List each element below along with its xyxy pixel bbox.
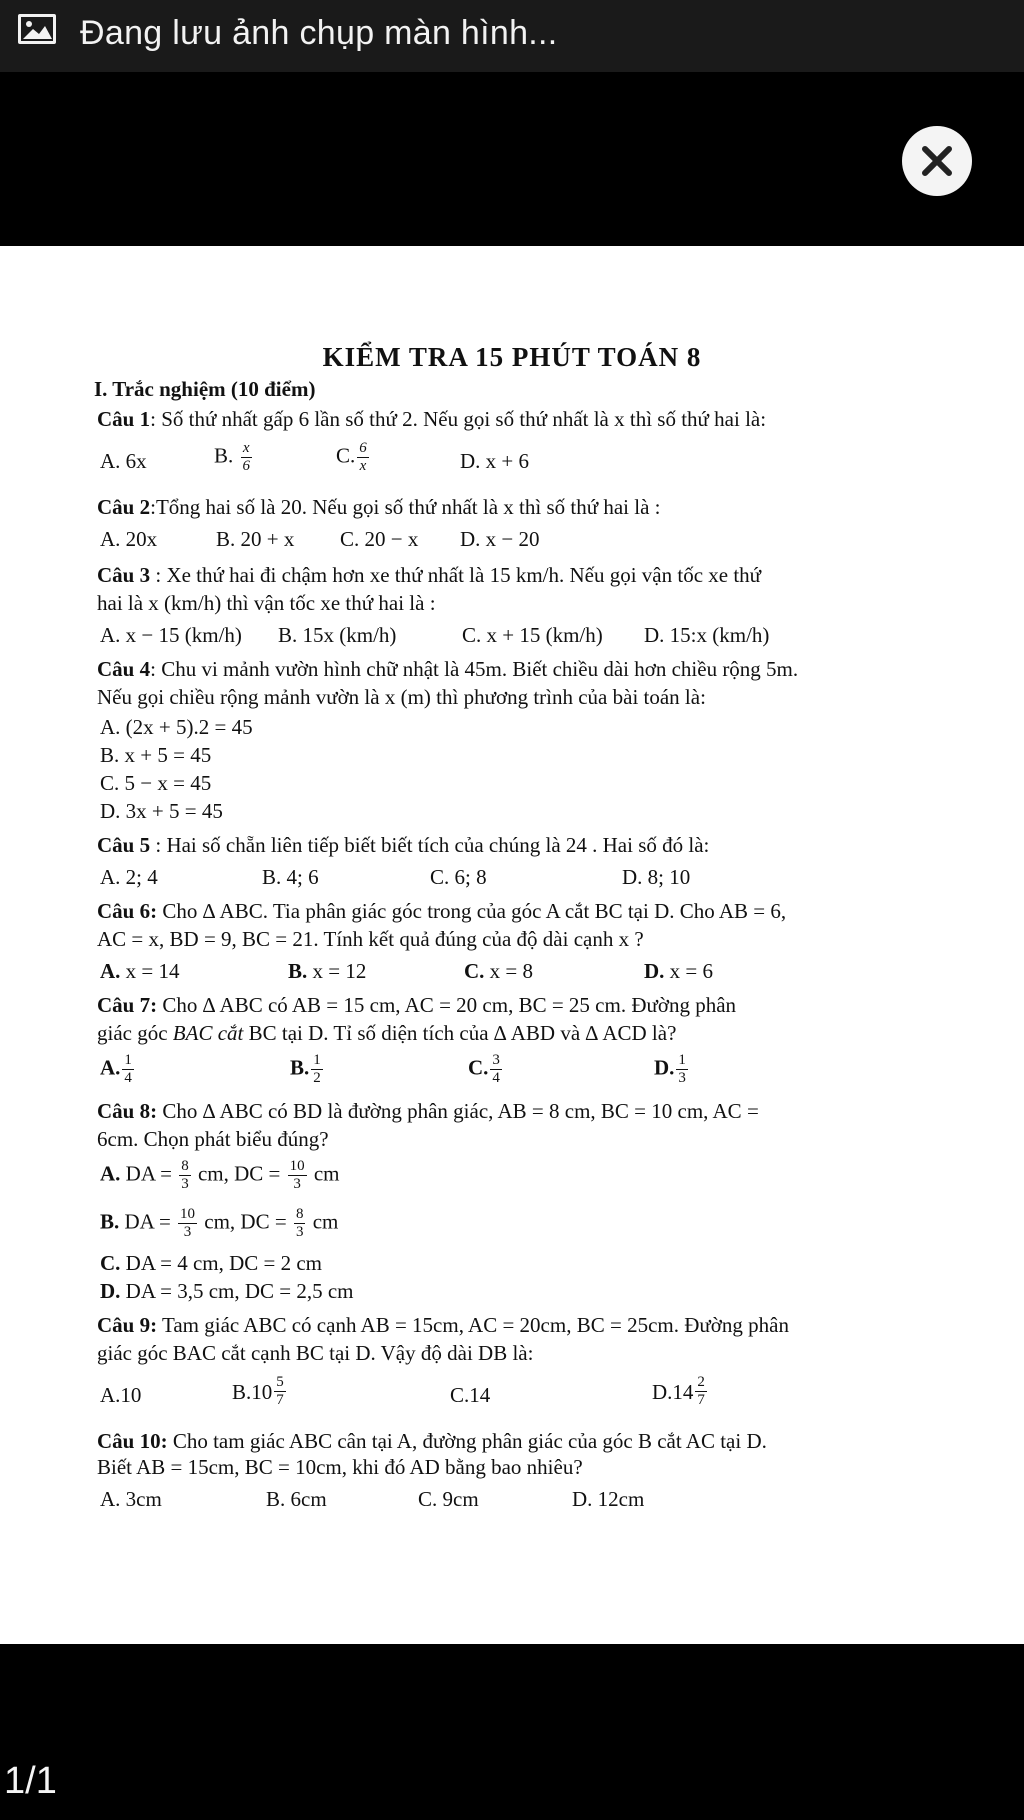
q5-option-b: B. 4; 6 <box>262 865 319 889</box>
q3-option-a: A. x − 15 (km/h) <box>100 623 242 647</box>
q4-option-b: B. x + 5 = 45 <box>100 743 212 767</box>
page-counter: 1/1 <box>4 1760 57 1802</box>
q10-option-b: B. 6cm <box>266 1487 327 1511</box>
q9-option-d: D.14 $\frac{2}{7}$ <box>652 1374 705 1408</box>
status-bar <box>0 0 1024 72</box>
q9-option-b: B.10 $\frac{5}{7}$ <box>232 1374 284 1408</box>
question-10-line-2: Biết AB = 15cm, BC = 10cm, khi đó AD bằng bao nhiêu? <box>97 1455 583 1479</box>
q2-option-d: D. x − 20 <box>460 527 540 551</box>
q5-option-d: D. 8; 10 <box>622 865 691 889</box>
question-6: Câu 6: Cho ∆ ABC. Tia phân giác góc trong của góc A cắt BC tại D. Cho AB = 6, <box>97 899 787 923</box>
q4-option-c: C. 5 − x = 45 <box>100 771 212 795</box>
q5-option-c: C. 6; 8 <box>430 865 487 889</box>
question-7-line-2: giác góc BAC cắt BC tại D. Tỉ số diện tích của ∆ ABD và ∆ ACD là? <box>97 1021 677 1045</box>
question-2: Câu 2:Tổng hai số là 20. Nếu gọi số thứ nhất là x thì số thứ hai là : <box>97 495 661 519</box>
section-heading: I. Trắc nghiệm (10 điểm) <box>94 377 316 401</box>
q8-option-a: A. DA = $\frac{8}{3}$ cm, DC = $\frac{10}{3}$ cm <box>100 1158 340 1192</box>
q2-option-b: B. 20 + x <box>216 527 295 551</box>
question-4: Câu 4: Chu vi mảnh vườn hình chữ nhật là 45m. Biết chiều dài hơn chiều rộng 5m. <box>97 657 799 681</box>
question-4-line-2: Nếu gọi chiều rộng mảnh vườn là x (m) thì phương trình của bài toán là: <box>97 685 706 709</box>
q10-option-c: C. 9cm <box>418 1487 479 1511</box>
q6-option-d: D. x = 6 <box>644 959 714 983</box>
q2-option-c: C. 20 − x <box>340 527 419 551</box>
q10-option-d: D. 12cm <box>572 1487 645 1511</box>
q4-option-a: A. (2x + 5).2 = 45 <box>100 715 253 739</box>
q7-option-a: A. $\frac{1}{4}$ <box>100 1052 132 1086</box>
q10-option-a: A. 3cm <box>100 1487 162 1511</box>
question-1: Câu 1: Số thứ nhất gấp 6 lần số thứ 2. Nếu gọi số thứ nhất là x thì số thứ hai là: <box>97 407 767 431</box>
q8-option-d: D. DA = 3,5 cm, DC = 2,5 cm <box>100 1279 354 1303</box>
q2-option-a: A. 20x <box>100 527 158 551</box>
q7-option-d: D. $\frac{1}{3}$ <box>654 1052 686 1086</box>
question-9-line-2: giác góc BAC cắt cạnh BC tại D. Vậy độ dài DB là: <box>97 1341 534 1365</box>
q4-option-d: D. 3x + 5 = 45 <box>100 799 223 823</box>
question-10: Câu 10: Cho tam giác ABC cân tại A, đường phân giác của góc B cắt AC tại D. <box>97 1429 767 1453</box>
question-3-line-2: hai là x (km/h) thì vận tốc xe thứ hai là : <box>97 591 436 615</box>
q1-option-d: D. x + 6 <box>460 449 530 473</box>
question-8: Câu 8: Cho ∆ ABC có BD là đường phân giác, AB = 8 cm, BC = 10 cm, AC = <box>97 1099 759 1123</box>
q3-option-d: D. 15:x (km/h) <box>644 623 770 647</box>
q1-option-a: A. 6x <box>100 449 147 473</box>
close-button[interactable] <box>902 126 972 196</box>
q5-option-a: A. 2; 4 <box>100 865 158 889</box>
question-9: Câu 9: Tam giác ABC có cạnh AB = 15cm, AC = 20cm, BC = 25cm. Đường phân <box>97 1313 789 1337</box>
close-icon <box>902 126 972 196</box>
q6-option-a: A. x = 14 <box>100 959 180 983</box>
q6-option-b: B. x = 12 <box>288 959 367 983</box>
document-page <box>0 246 1024 1644</box>
q1-option-b: B. $\frac{x}{6}$ <box>214 440 251 474</box>
status-text: Đang lưu ảnh chụp màn hình... <box>80 14 558 52</box>
q9-option-c: C.14 <box>450 1383 491 1407</box>
q7-option-c: C. $\frac{3}{4}$ <box>468 1052 500 1086</box>
question-6-line-2: AC = x, BD = 9, BC = 21. Tính kết quả đúng của độ dài cạnh x ? <box>97 927 644 951</box>
q6-option-c: C. x = 8 <box>464 959 534 983</box>
q7-option-b: B. $\frac{1}{2}$ <box>290 1052 321 1086</box>
q8-option-c: C. DA = 4 cm, DC = 2 cm <box>100 1251 323 1275</box>
q9-option-a: A.10 <box>100 1383 142 1407</box>
image-icon <box>18 14 56 44</box>
q8-option-b: B. DA = $\frac{10}{3}$ cm, DC = $\frac{8}{3}$ cm <box>100 1206 339 1240</box>
question-3: Câu 3 : Xe thứ hai đi chậm hơn xe thứ nhất là 15 km/h. Nếu gọi vận tốc xe thứ <box>97 563 762 587</box>
question-8-line-2: 6cm. Chọn phát biểu đúng? <box>97 1127 329 1151</box>
question-5: Câu 5 : Hai số chẵn liên tiếp biết biết tích của chúng là 24 . Hai số đó là: <box>97 833 710 857</box>
question-7: Câu 7: Cho ∆ ABC có AB = 15 cm, AC = 20 cm, BC = 25 cm. Đường phân <box>97 993 737 1017</box>
q3-option-c: C. x + 15 (km/h) <box>462 623 603 647</box>
page-title: KIỂM TRA 15 PHÚT TOÁN 8 <box>322 342 702 372</box>
q3-option-b: B. 15x (km/h) <box>278 623 397 647</box>
q1-option-c: C. $\frac{6}{x}$ <box>336 440 367 474</box>
